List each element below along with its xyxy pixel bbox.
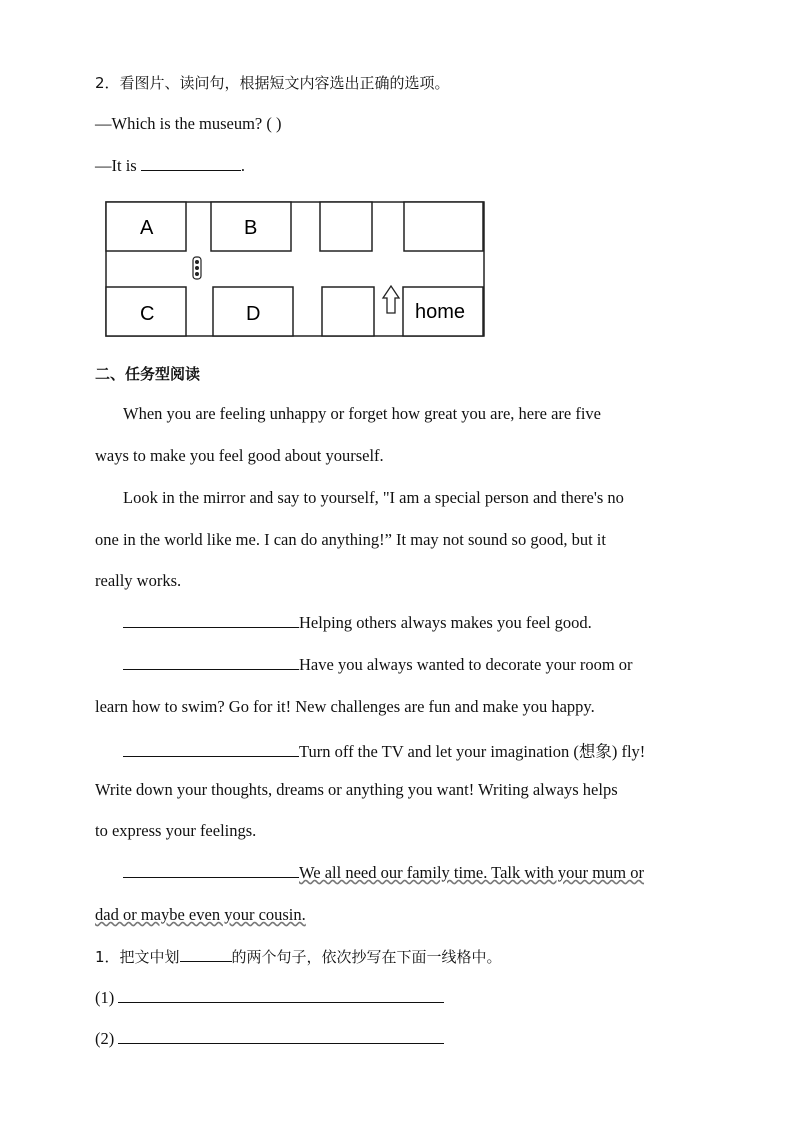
para5-line3: to express your feelings. (95, 821, 257, 840)
para3-line1 (123, 613, 592, 633)
para6-line1 (123, 863, 644, 883)
building-top-3 (320, 202, 372, 251)
traffic-light-icon (193, 257, 201, 279)
task1-item2-label: (2) (95, 1029, 115, 1048)
task1-instruction-a: 1．把文中划 (95, 948, 180, 966)
task1-underline-sample (180, 947, 232, 962)
para5-line1 (123, 738, 645, 762)
para2-line1: Look in the mirror and say to yourself, "I am a special person and there's no (123, 488, 624, 507)
building-top-4 (404, 202, 483, 251)
para1-line2: ways to make you feel good about yourself. (95, 446, 384, 465)
para6-line2 (95, 905, 306, 925)
gap-blank-4[interactable] (123, 863, 299, 878)
q2-answer-prefix: —It is (95, 156, 141, 175)
task1-item1 (95, 988, 444, 1008)
para2-line3: really works. (95, 571, 182, 590)
task1-item1-label: (1) (95, 988, 115, 1007)
para2-line2: one in the world like me. I can do anything!” It may not sound so good, but it (95, 530, 606, 549)
gap-blank-1[interactable] (123, 613, 299, 628)
map-label-d: D (246, 303, 261, 325)
q2-title: 2．看图片、读问句，根据短文内容选出正确的选项。 (95, 74, 450, 92)
q2-answer-suffix: . (240, 156, 245, 175)
para3-text: Helping others always makes you feel good. (299, 613, 592, 632)
map-label-a: A (140, 217, 154, 239)
para4-line2: learn how to swim? Go for it! New challenges are fun and make you happy. (95, 697, 595, 716)
para5-text: Turn off the TV and let your imagination (想象) fly! (299, 742, 646, 761)
q2-answer-blank[interactable] (141, 156, 241, 171)
task1-instruction (95, 946, 502, 967)
para1-line1: When you are feeling unhappy or forget how great you are, here are five (123, 404, 601, 423)
para4-line1 (123, 655, 633, 675)
q2-question: —Which is the museum? ( ) (95, 114, 282, 133)
map-label-b: B (244, 217, 258, 239)
map-label-c: C (140, 303, 155, 325)
task1-item1-blank[interactable] (118, 988, 444, 1003)
task1-instruction-b: 的两个句子，依次抄写在下面一线格中。 (231, 948, 502, 966)
q2-answer-line (95, 156, 245, 176)
task1-item2 (95, 1029, 444, 1049)
map-label-home: home (415, 301, 466, 323)
para6-text: We all need our family time. Talk with your mum or (299, 863, 645, 882)
gap-blank-2[interactable] (123, 655, 299, 670)
para6-text-2: dad or maybe even your cousin. (95, 905, 306, 924)
section-heading: 二、任务型阅读 (95, 365, 201, 383)
arrow-up-icon (383, 286, 399, 313)
para4-text: Have you always wanted to decorate your room or (299, 655, 633, 674)
task1-item2-blank[interactable] (118, 1029, 444, 1044)
para5-line2: Write down your thoughts, dreams or anything you want! Writing always helps (95, 780, 618, 799)
street-map (105, 201, 487, 339)
building-bottom-3 (322, 287, 374, 336)
gap-blank-3[interactable] (123, 742, 299, 757)
